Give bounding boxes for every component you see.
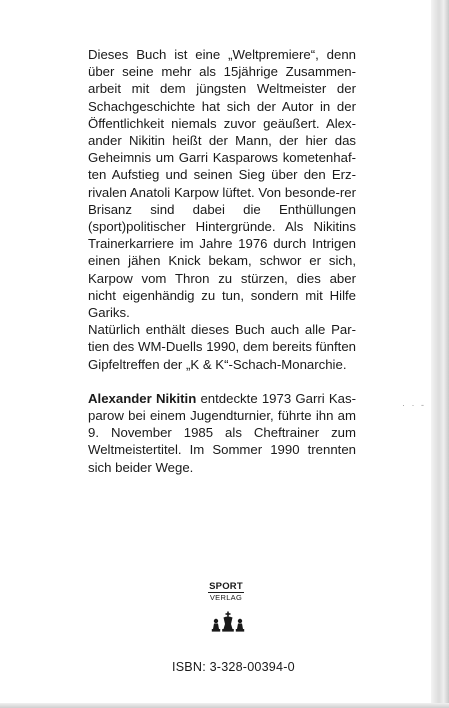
stray-print-marks: · · -: [402, 400, 426, 410]
blurb-paragraph-intro: Dieses Buch ist eine „Weltpremiere“, denn über seine mehr als 15jährige Zusammen-arbeit mit dem jüngsten Weltmeister der Schachgeschichte hat sich der Autor in der Öffentlichkeit niemals zuvor geäußert. Alex-ander Nikitin heißt der Mann, der hier das Geheimnis um Garri Kasparows kometenhaf-ten Aufstieg und seinen Sieg über den Erz-rivalen Anatoli Karpow lüftet. Von besonde-rer Brisanz sind dabei die Enthüllungen (sport)politischer Hintergründe. Als Nikitins Trainerkarriere im Jahre 1976 durch Intrigen einen jähen Knick bekam, schwor er sich, Karpow vom Thron zu stürzen, dies aber nicht eigenhändig zu tun, sondern mit Hilfe Gariks.: [88, 47, 356, 321]
publisher-logo: [208, 582, 244, 602]
book-spine-edge: [431, 0, 449, 708]
publisher-logo-sport: SPORT: [209, 581, 243, 592]
author-bio-text: entdeckte 1973 Garri Kas-parow bei einem Jugendturnier, führte ihn am 9. November 1985 als Cheftrainer zum Weltmeistertitel. Im Sommer 1990 trennten sich beider Wege.: [88, 390, 356, 475]
isbn-number: ISBN: 3-328-00394-0: [172, 660, 295, 674]
author-bio: [88, 390, 356, 476]
author-name: Alexander Nikitin: [88, 390, 197, 406]
publisher-logo-verlag: VERLAG: [209, 593, 243, 602]
back-cover-blurb: [88, 46, 356, 476]
blurb-paragraph-matches: Natürlich enthält dieses Buch auch alle Par-tien des WM-Duells 1990, dem bereits fünften Gipfeltreffen der „K & K“-Schach-Monarchie.: [88, 322, 356, 372]
book-bottom-edge: [0, 703, 449, 708]
chess-pieces-icon: [211, 611, 245, 633]
